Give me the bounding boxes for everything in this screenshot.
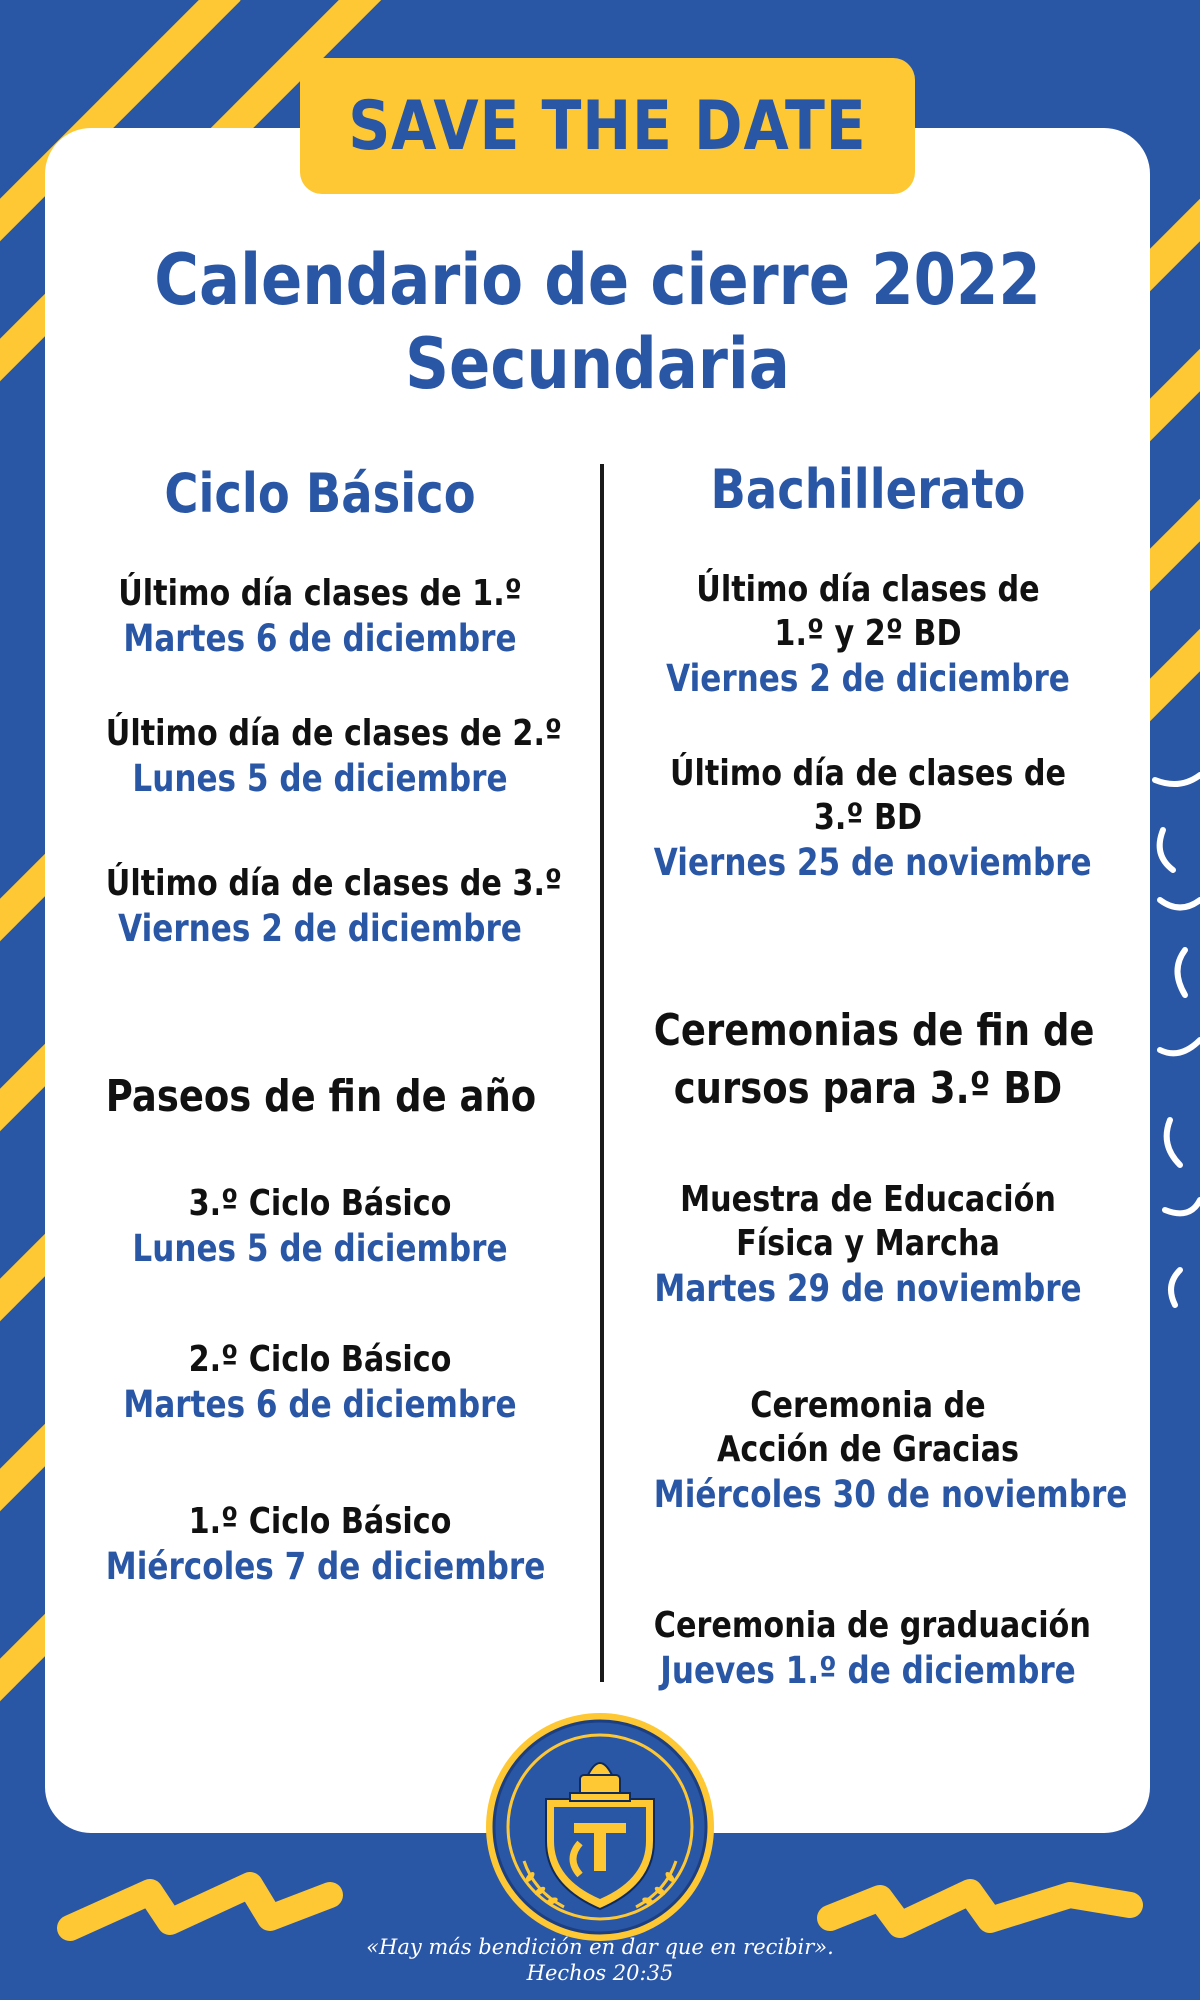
schedule-item xyxy=(65,712,575,802)
item-date: Miércoles 7 de diciembre xyxy=(105,1545,546,1588)
item-date: Viernes 2 de diciembre xyxy=(118,907,522,950)
save-the-date-badge xyxy=(300,58,915,194)
page-title xyxy=(45,238,1150,406)
item-label: Física y Marcha xyxy=(736,1223,1000,1264)
item-label: 1.º y 2º BD xyxy=(774,613,962,654)
item-date: Martes 6 de diciembre xyxy=(123,1383,517,1426)
item-date: Miércoles 30 de noviembre xyxy=(653,1473,1128,1516)
title-line-2: Secundaria xyxy=(405,323,790,405)
item-date: Lunes 5 de diciembre xyxy=(132,757,508,800)
schedule-item xyxy=(613,568,1123,702)
instituto-crandon-logo xyxy=(484,1711,716,1943)
title-line-1: Calendario de cierre 2022 xyxy=(154,239,1041,321)
trip-item xyxy=(65,1500,575,1590)
item-date: Jueves 1.º de diciembre xyxy=(660,1649,1076,1692)
item-label: Último día clases de 1.º xyxy=(118,573,522,614)
item-label: Muestra de Educación xyxy=(680,1179,1056,1220)
schedule-item xyxy=(65,572,575,662)
trip-item xyxy=(65,1182,575,1272)
item-label: 1.º Ciclo Básico xyxy=(188,1501,452,1542)
quote-text: «Hay más bendición en dar que en recibir». xyxy=(366,1935,834,1959)
item-label: Ceremonia de graduación xyxy=(653,1605,1091,1646)
item-date: Martes 6 de diciembre xyxy=(123,617,517,660)
white-doodles xyxy=(1155,775,1200,1305)
item-date: Lunes 5 de diciembre xyxy=(132,1227,508,1270)
item-label: 3.º BD xyxy=(813,797,923,838)
quote-reference: Hechos 20:35 xyxy=(526,1961,674,1985)
item-date: Viernes 25 de noviembre xyxy=(653,841,1092,884)
ceremony-item xyxy=(613,1384,1128,1518)
item-date: Viernes 2 de diciembre xyxy=(666,657,1070,700)
item-label: Último día clases de xyxy=(696,569,1040,610)
trips-heading: Paseos de fin de año xyxy=(105,1071,537,1122)
item-label: Último día de clases de 3.º xyxy=(105,863,562,904)
bible-quote xyxy=(300,1934,900,1986)
badge-text: SAVE THE DATE xyxy=(348,86,867,166)
item-label: Último día de clases de xyxy=(669,753,1067,794)
item-label: Ceremonia de xyxy=(750,1385,986,1426)
item-date: Martes 29 de noviembre xyxy=(654,1267,1082,1310)
schedule-item xyxy=(65,862,575,952)
item-label: Último día de clases de 2.º xyxy=(105,713,562,754)
trip-item xyxy=(65,1338,575,1428)
item-label: 3.º Ciclo Básico xyxy=(188,1183,452,1224)
ciclo-basico-heading: Ciclo Básico xyxy=(164,462,476,525)
ceremony-item xyxy=(613,1178,1123,1312)
schedule-item xyxy=(613,752,1123,886)
ceremony-item xyxy=(613,1604,1123,1694)
ceremonies-heading: Ceremonias de fin de cursos para 3.º BD xyxy=(653,1005,1095,1114)
item-label: 2.º Ciclo Básico xyxy=(188,1339,452,1380)
item-label: Acción de Gracias xyxy=(717,1429,1019,1470)
bachillerato-heading: Bachillerato xyxy=(710,458,1026,521)
column-divider xyxy=(600,464,604,1682)
